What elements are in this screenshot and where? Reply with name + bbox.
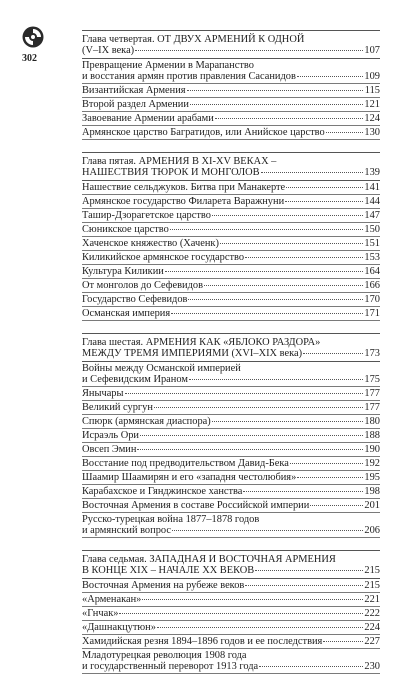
- toc-line-text: (V–IX века): [82, 45, 135, 56]
- toc-line-text: Превращение Армении в Марапанство: [82, 60, 254, 71]
- toc-page-number: 224: [364, 622, 380, 633]
- toc-line: [82, 156, 380, 167]
- page-number: 302: [22, 53, 37, 64]
- dot-leader: [119, 613, 363, 614]
- toc-entry[interactable]: [82, 195, 380, 209]
- toc-line: [82, 71, 380, 82]
- toc-page-number: 175: [364, 374, 380, 385]
- toc-line: [82, 500, 380, 511]
- toc-line-text: Глава четвертая. ОТ ДВУХ АРМЕНИЙ К ОДНОЙ: [82, 34, 305, 45]
- toc-page-number: 153: [364, 252, 380, 263]
- toc-line-text: От монголов до Сефевидов: [82, 280, 203, 291]
- toc-line: [82, 196, 380, 207]
- dot-leader: [259, 666, 363, 667]
- toc-entry[interactable]: [82, 387, 380, 401]
- toc-line: [82, 224, 380, 235]
- toc-line: [82, 252, 380, 263]
- toc-line-text: «Арменакан»: [82, 594, 142, 605]
- toc-line: [82, 45, 380, 56]
- toc-line-text: Хаченское княжество (Хаченк): [82, 238, 219, 249]
- toc-entry[interactable]: [82, 513, 380, 538]
- toc-page-number: 151: [364, 238, 380, 249]
- chapter-section: [82, 154, 380, 321]
- toc-line-text: МЕЖДУ ТРЕМЯ ИМПЕРИЯМИ (XVI–XIX века): [82, 348, 303, 359]
- toc-line-text: Сюникское царство: [82, 224, 169, 235]
- toc-line: [82, 34, 380, 45]
- chapter-section: [82, 335, 380, 538]
- toc-line: [82, 363, 380, 374]
- toc-page-number: 206: [364, 525, 380, 536]
- dot-leader: [165, 271, 363, 272]
- toc-line-text: Младотурецкая революция 1908 года: [82, 650, 247, 661]
- toc-entry[interactable]: [82, 59, 380, 84]
- toc-line-text: Восточная Армения в составе Российской империи: [82, 500, 310, 511]
- dot-leader: [137, 449, 363, 450]
- toc-line-text: Глава шестая. АРМЕНИЯ КАК «ЯБЛОКО РАЗДОРА»: [82, 337, 321, 348]
- toc-line: [82, 210, 380, 221]
- dot-leader: [190, 104, 363, 105]
- toc-line-text: и Сефевидским Ираном: [82, 374, 188, 385]
- dot-leader: [255, 570, 363, 571]
- toc-line-text: НАШЕСТВИЯ ТЮРОК И МОНГОЛОВ: [82, 167, 260, 178]
- toc-entry[interactable]: [82, 126, 380, 140]
- toc-entry[interactable]: [82, 251, 380, 265]
- toc-entry[interactable]: [82, 429, 380, 443]
- dot-leader: [171, 313, 363, 314]
- toc-entry[interactable]: [82, 84, 380, 98]
- toc-page-number: 198: [364, 486, 380, 497]
- toc-page-number: 141: [364, 182, 380, 193]
- publisher-logo-icon: [22, 26, 44, 48]
- toc-line: [82, 622, 380, 633]
- toc-line-text: Овсеп Эмин: [82, 444, 137, 455]
- toc-page-number: 192: [364, 458, 380, 469]
- dot-leader: [303, 353, 363, 354]
- toc-entry[interactable]: [82, 635, 380, 649]
- dot-leader: [310, 505, 363, 506]
- toc-page-number: 190: [364, 444, 380, 455]
- toc-line: [82, 348, 380, 359]
- toc-line-text: Хамидийская резня 1894–1896 годов и ее последствия: [82, 636, 323, 647]
- toc-entry[interactable]: [82, 279, 380, 293]
- toc-page-number: 177: [364, 388, 380, 399]
- toc-line: [82, 650, 380, 661]
- dot-leader: [135, 50, 363, 51]
- dot-leader: [204, 285, 363, 286]
- toc-line-text: «Дашнакцутюн»: [82, 622, 156, 633]
- dot-leader: [290, 463, 363, 464]
- dot-leader: [187, 90, 363, 91]
- toc-page-number: 215: [364, 565, 380, 576]
- toc-entry[interactable]: [82, 579, 380, 593]
- toc-line-text: Глава седьмая. ЗАПАДНАЯ И ВОСТОЧНАЯ АРМЕНИЯ: [82, 554, 336, 565]
- toc-line: [82, 294, 380, 305]
- dot-leader: [212, 421, 363, 422]
- toc-page-number: 144: [364, 196, 380, 207]
- dot-leader: [326, 132, 363, 133]
- dot-leader: [125, 393, 364, 394]
- toc-page-number: 139: [364, 167, 380, 178]
- toc-line-text: и восстания армян против правления Сасанидов: [82, 71, 296, 82]
- toc-line-text: Ташир-Дзорагетское царство: [82, 210, 211, 221]
- toc-line-text: Исраэль Ори: [82, 430, 139, 441]
- chapter-section: [82, 32, 380, 140]
- toc-line: [82, 514, 380, 525]
- toc-line: [82, 608, 380, 619]
- toc-line: [82, 238, 380, 249]
- toc-line: [82, 308, 380, 319]
- toc-entry[interactable]: [82, 209, 380, 223]
- toc-entry[interactable]: [82, 307, 380, 321]
- dot-leader: [140, 435, 363, 436]
- toc-page-number: 221: [364, 594, 380, 605]
- toc-entry[interactable]: [82, 471, 380, 485]
- dot-leader: [170, 229, 363, 230]
- toc-page-number: 170: [364, 294, 380, 305]
- toc-line: [82, 85, 380, 96]
- toc-line: [82, 444, 380, 455]
- toc-line-text: Завоевание Армении арабами: [82, 113, 214, 124]
- toc-line-text: Армянское царство Багратидов, или Анийское царство: [82, 127, 325, 138]
- dot-leader: [188, 299, 363, 300]
- toc-line: [82, 430, 380, 441]
- toc-line-text: Войны между Османской империей: [82, 363, 241, 374]
- toc-line-text: Русско-турецкая война 1877–1878 годов: [82, 514, 260, 525]
- toc-line: [82, 416, 380, 427]
- toc-entry[interactable]: [82, 98, 380, 112]
- chapter-heading[interactable]: [82, 154, 380, 181]
- dot-leader: [243, 491, 363, 492]
- toc-line-text: Государство Сефевидов: [82, 294, 188, 305]
- toc-line-text: Восстание под предводительством Давид-Бека: [82, 458, 289, 469]
- toc-page-number: 164: [364, 266, 380, 277]
- toc-line: [82, 636, 380, 647]
- chapter-heading[interactable]: [82, 335, 380, 362]
- toc-line: [82, 402, 380, 413]
- toc-line-text: Спюрк (армянская диаспора): [82, 416, 211, 427]
- toc-line: [82, 182, 380, 193]
- toc-line: [82, 388, 380, 399]
- toc-line: [82, 472, 380, 483]
- toc-line-text: «Гнчак»: [82, 608, 119, 619]
- toc-page-number: 215: [364, 580, 380, 591]
- toc-page-number: 109: [364, 71, 380, 82]
- toc-entry[interactable]: [82, 443, 380, 457]
- toc-entry[interactable]: [82, 401, 380, 415]
- toc-line: [82, 554, 380, 565]
- toc-entry[interactable]: [82, 237, 380, 251]
- dot-leader: [245, 585, 363, 586]
- toc-line-text: Византийская Армения: [82, 85, 186, 96]
- toc-line: [82, 113, 380, 124]
- dot-leader: [286, 187, 363, 188]
- toc-entry[interactable]: [82, 223, 380, 237]
- toc-line-text: и армянский вопрос: [82, 525, 171, 536]
- toc-line: [82, 337, 380, 348]
- toc-entry[interactable]: [82, 265, 380, 279]
- toc-line: [82, 60, 380, 71]
- dot-leader: [189, 379, 363, 380]
- toc-line: [82, 99, 380, 110]
- dot-leader: [154, 407, 363, 408]
- toc-line-text: Шаамир Шаамирян и его «западня честолюбия»: [82, 472, 297, 483]
- toc-entry[interactable]: [82, 593, 380, 607]
- toc-entry[interactable]: [82, 293, 380, 307]
- toc-page-number: 230: [364, 661, 380, 672]
- toc-entry[interactable]: [82, 485, 380, 499]
- chapter-heading[interactable]: [82, 32, 380, 59]
- toc-page-number: 166: [364, 280, 380, 291]
- toc-entry[interactable]: [82, 499, 380, 513]
- toc-page-number: 150: [364, 224, 380, 235]
- chapter-section: [82, 552, 380, 674]
- toc-line: [82, 458, 380, 469]
- dot-leader: [323, 641, 363, 642]
- toc-line: [82, 486, 380, 497]
- chapter-heading[interactable]: [82, 552, 380, 579]
- toc-line-text: Восточная Армения на рубеже веков: [82, 580, 245, 591]
- toc-page-number: 227: [364, 636, 380, 647]
- toc-page-number: 107: [364, 45, 380, 56]
- toc-line-text: Великий сургун: [82, 402, 153, 413]
- toc-page-number: 115: [364, 85, 380, 96]
- toc-line-text: Нашествие сельджуков. Битва при Манакерте: [82, 182, 286, 193]
- toc-line: [82, 374, 380, 385]
- toc-entry[interactable]: [82, 607, 380, 621]
- dot-leader: [172, 530, 363, 531]
- table-of-contents: [82, 32, 380, 674]
- toc-line: [82, 280, 380, 291]
- toc-line-text: Османская империя: [82, 308, 171, 319]
- toc-page-number: 180: [364, 416, 380, 427]
- toc-page-number: 147: [364, 210, 380, 221]
- toc-page-number: 201: [364, 500, 380, 511]
- toc-line-text: Армянское государство Филарета Варажнуни: [82, 196, 285, 207]
- dot-leader: [157, 627, 363, 628]
- dot-leader: [212, 215, 363, 216]
- toc-entry[interactable]: [82, 457, 380, 471]
- toc-page-number: 173: [364, 348, 380, 359]
- toc-page-number: 177: [364, 402, 380, 413]
- toc-line-text: В КОНЦЕ XIX – НАЧАЛЕ XX ВЕКОВ: [82, 565, 255, 576]
- toc-line: [82, 167, 380, 178]
- toc-line: [82, 565, 380, 576]
- toc-line-text: Культура Киликии: [82, 266, 164, 277]
- toc-page-number: 171: [364, 308, 380, 319]
- toc-entry[interactable]: [82, 415, 380, 429]
- toc-line-text: Глава пятая. АРМЕНИЯ В XI-XV ВЕКАХ –: [82, 156, 277, 167]
- toc-line-text: Киликийское армянское государство: [82, 252, 245, 263]
- toc-line-text: Карабахское и Гянджинское ханства: [82, 486, 243, 497]
- toc-entry[interactable]: [82, 181, 380, 195]
- dot-leader: [297, 76, 363, 77]
- toc-entry[interactable]: [82, 112, 380, 126]
- toc-line: [82, 127, 380, 138]
- toc-line: [82, 266, 380, 277]
- toc-page-number: 195: [364, 472, 380, 483]
- toc-page-number: 130: [364, 127, 380, 138]
- toc-page-number: 188: [364, 430, 380, 441]
- toc-line-text: Второй раздел Армении: [82, 99, 189, 110]
- toc-page-number: 124: [364, 113, 380, 124]
- dot-leader: [297, 477, 363, 478]
- toc-line-text: Янычары: [82, 388, 124, 399]
- dot-leader: [215, 118, 363, 119]
- toc-line: [82, 661, 380, 672]
- toc-page-number: 222: [364, 608, 380, 619]
- dot-leader: [285, 201, 363, 202]
- toc-entry[interactable]: [82, 621, 380, 635]
- dot-leader: [245, 257, 363, 258]
- toc-page-number: 121: [364, 99, 380, 110]
- dot-leader: [220, 243, 363, 244]
- toc-line-text: и государственный переворот 1913 года: [82, 661, 259, 672]
- toc-entry[interactable]: [82, 649, 380, 674]
- toc-line: [82, 525, 380, 536]
- dot-leader: [261, 172, 363, 173]
- toc-entry[interactable]: [82, 362, 380, 387]
- toc-line: [82, 580, 380, 591]
